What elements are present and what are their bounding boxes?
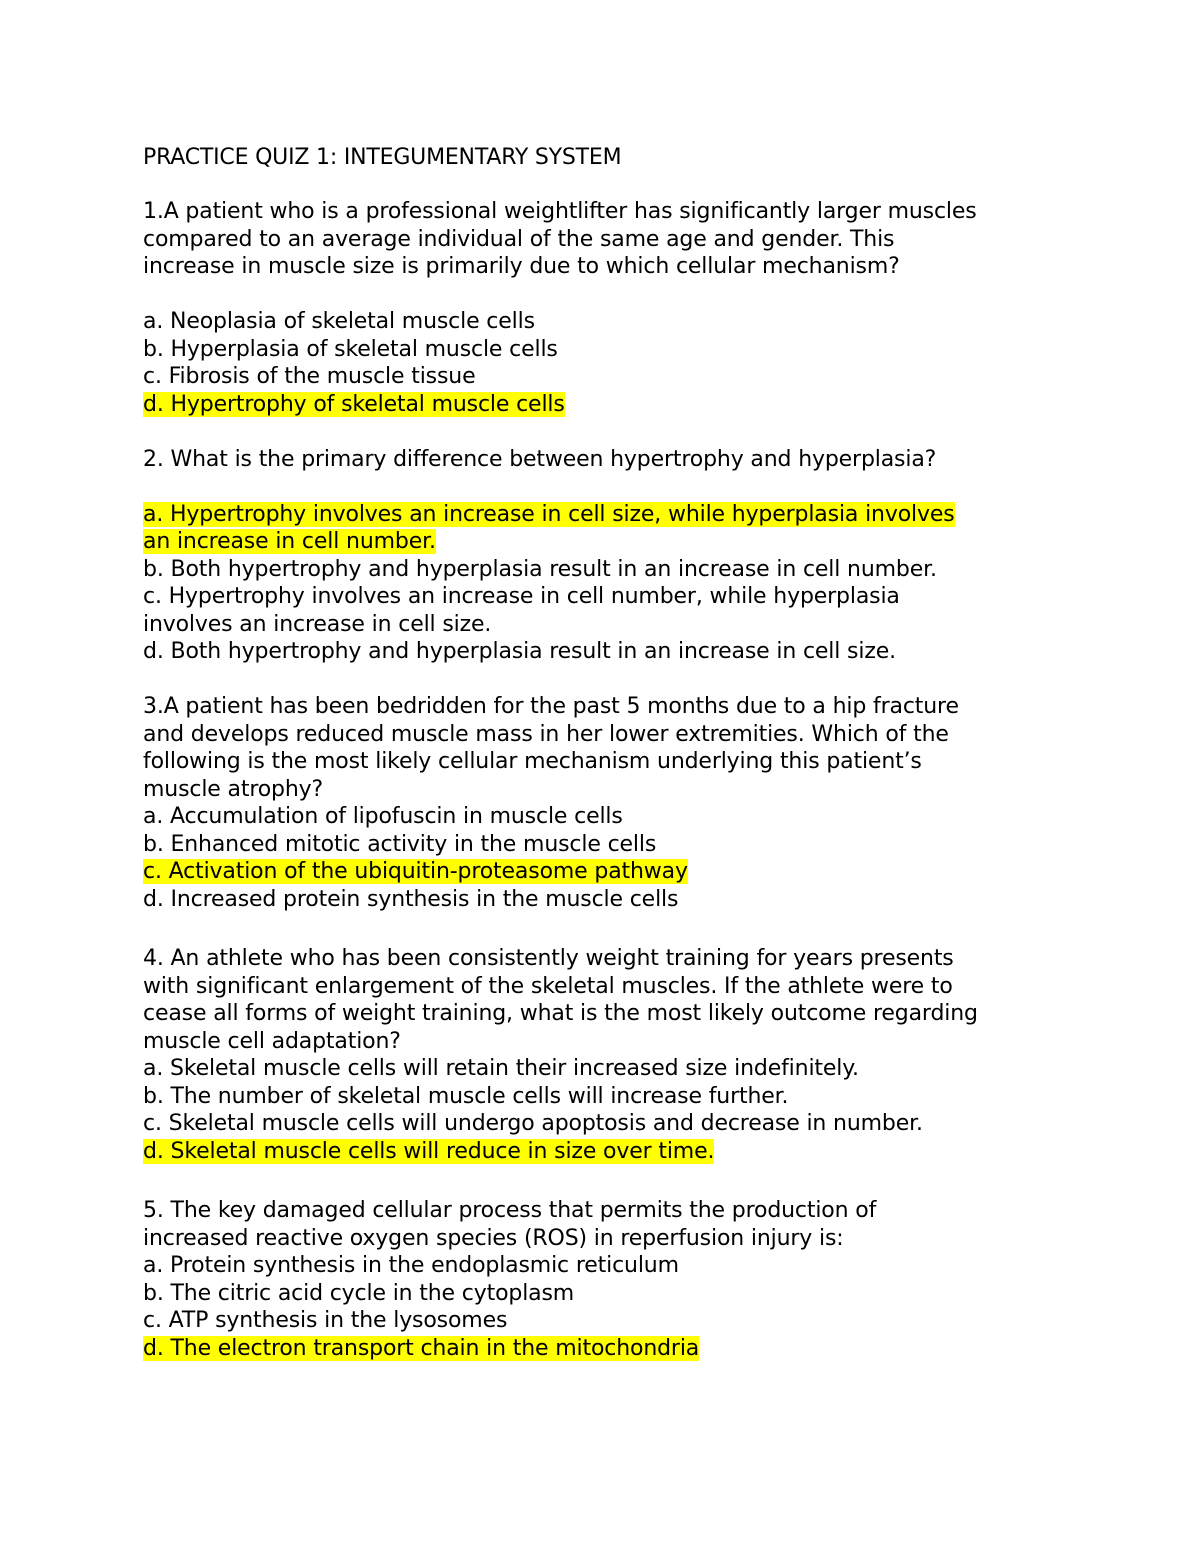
- question-4-option-b: b. The number of skeletal muscle cells will increase further.: [143, 1083, 789, 1109]
- question-1-option-c: c. Fibrosis of the muscle tissue: [143, 364, 476, 389]
- answer-highlight: d. Hypertrophy of skeletal muscle cells: [143, 391, 565, 417]
- page-title: PRACTICE QUIZ 1: INTEGUMENTARY SYSTEM: [143, 145, 622, 170]
- question-2-stem-line-1: 2. What is the primary difference between hypertrophy and hyperplasia?: [143, 446, 937, 472]
- question-2-option-c-line-2: involves an increase in cell size.: [143, 611, 492, 637]
- question-3-option-c-answer: [143, 858, 1083, 886]
- answer-highlight: a. Hypertrophy involves an increase in cell size, while hyperplasia involves: [143, 501, 955, 527]
- question-1: [143, 198, 1083, 418]
- question-4-option-a: a. Skeletal muscle cells will retain their increased size indefinitely.: [143, 1056, 859, 1081]
- question-3: [143, 693, 1083, 913]
- question-3-stem-line-1: 3.A patient has been bedridden for the past 5 months due to a hip fracture: [143, 694, 959, 719]
- question-5-option-a: a. Protein synthesis in the endoplasmic reticulum: [143, 1253, 679, 1278]
- document-content: [143, 144, 1083, 1362]
- question-2-option-d: d. Both hypertrophy and hyperplasia result in an increase in cell size.: [143, 639, 896, 664]
- answer-highlight: d. The electron transport chain in the mitochondria: [143, 1335, 700, 1361]
- answer-highlight: an increase in cell number.: [143, 529, 436, 554]
- question-4-option-d-answer: [143, 1138, 1083, 1166]
- question-4-stem-line-1: 4. An athlete who has been consistently weight training for years presents: [143, 946, 954, 971]
- question-2-option-c-line-1: c. Hypertrophy involves an increase in cell number, while hyperplasia: [143, 584, 900, 609]
- question-4-option-c: c. Skeletal muscle cells will undergo apoptosis and decrease in number.: [143, 1111, 923, 1136]
- question-4-stem-line-3: cease all forms of weight training, what is the most likely outcome regarding: [143, 1001, 978, 1026]
- question-1-option-a: a. Neoplasia of skeletal muscle cells: [143, 309, 535, 334]
- question-3-stem-line-2: and develops reduced muscle mass in her lower extremities. Which of the: [143, 721, 949, 747]
- question-3-option-a: a. Accumulation of lipofuscin in muscle cells: [143, 804, 623, 829]
- question-1-stem-line-2: compared to an average individual of the same age and gender. This: [143, 226, 895, 252]
- question-2: [143, 446, 1083, 666]
- answer-highlight: c. Activation of the ubiquitin-proteasome pathway: [143, 859, 688, 884]
- question-5-stem-line-2: increased reactive oxygen species (ROS) in reperfusion injury is:: [143, 1225, 844, 1251]
- question-1-stem-line-3: increase in muscle size is primarily due to which cellular mechanism?: [143, 254, 900, 279]
- question-4-stem-line-2: with significant enlargement of the skeletal muscles. If the athlete were to: [143, 973, 953, 999]
- question-3-stem-line-3: following is the most likely cellular mechanism underlying this patient’s: [143, 749, 922, 774]
- question-3-option-b: b. Enhanced mitotic activity in the muscle cells: [143, 831, 657, 857]
- question-5-option-c: c. ATP synthesis in the lysosomes: [143, 1308, 508, 1333]
- question-2-option-b: b. Both hypertrophy and hyperplasia result in an increase in cell number.: [143, 556, 937, 582]
- question-5-option-d-answer: [143, 1335, 1083, 1363]
- question-1-option-d-answer: [143, 391, 1083, 419]
- question-4: [143, 945, 1083, 1165]
- question-5-stem-line-1: 5. The key damaged cellular process that permits the production of: [143, 1198, 877, 1223]
- question-2-option-a-answer-line-2: [143, 528, 1083, 556]
- question-1-stem-line-1: 1.A patient who is a professional weightlifter has significantly larger muscles: [143, 199, 977, 224]
- question-5-option-b: b. The citric acid cycle in the cytoplasm: [143, 1280, 575, 1306]
- question-3-option-d: d. Increased protein synthesis in the muscle cells: [143, 886, 679, 912]
- question-2-option-a-answer-line-1: [143, 501, 1083, 529]
- question-5: [143, 1197, 1083, 1362]
- question-3-stem-line-4: muscle atrophy?: [143, 776, 324, 802]
- answer-highlight: d. Skeletal muscle cells will reduce in size over time.: [143, 1138, 715, 1164]
- question-1-option-b: b. Hyperplasia of skeletal muscle cells: [143, 336, 558, 362]
- question-4-stem-line-4: muscle cell adaptation?: [143, 1028, 401, 1054]
